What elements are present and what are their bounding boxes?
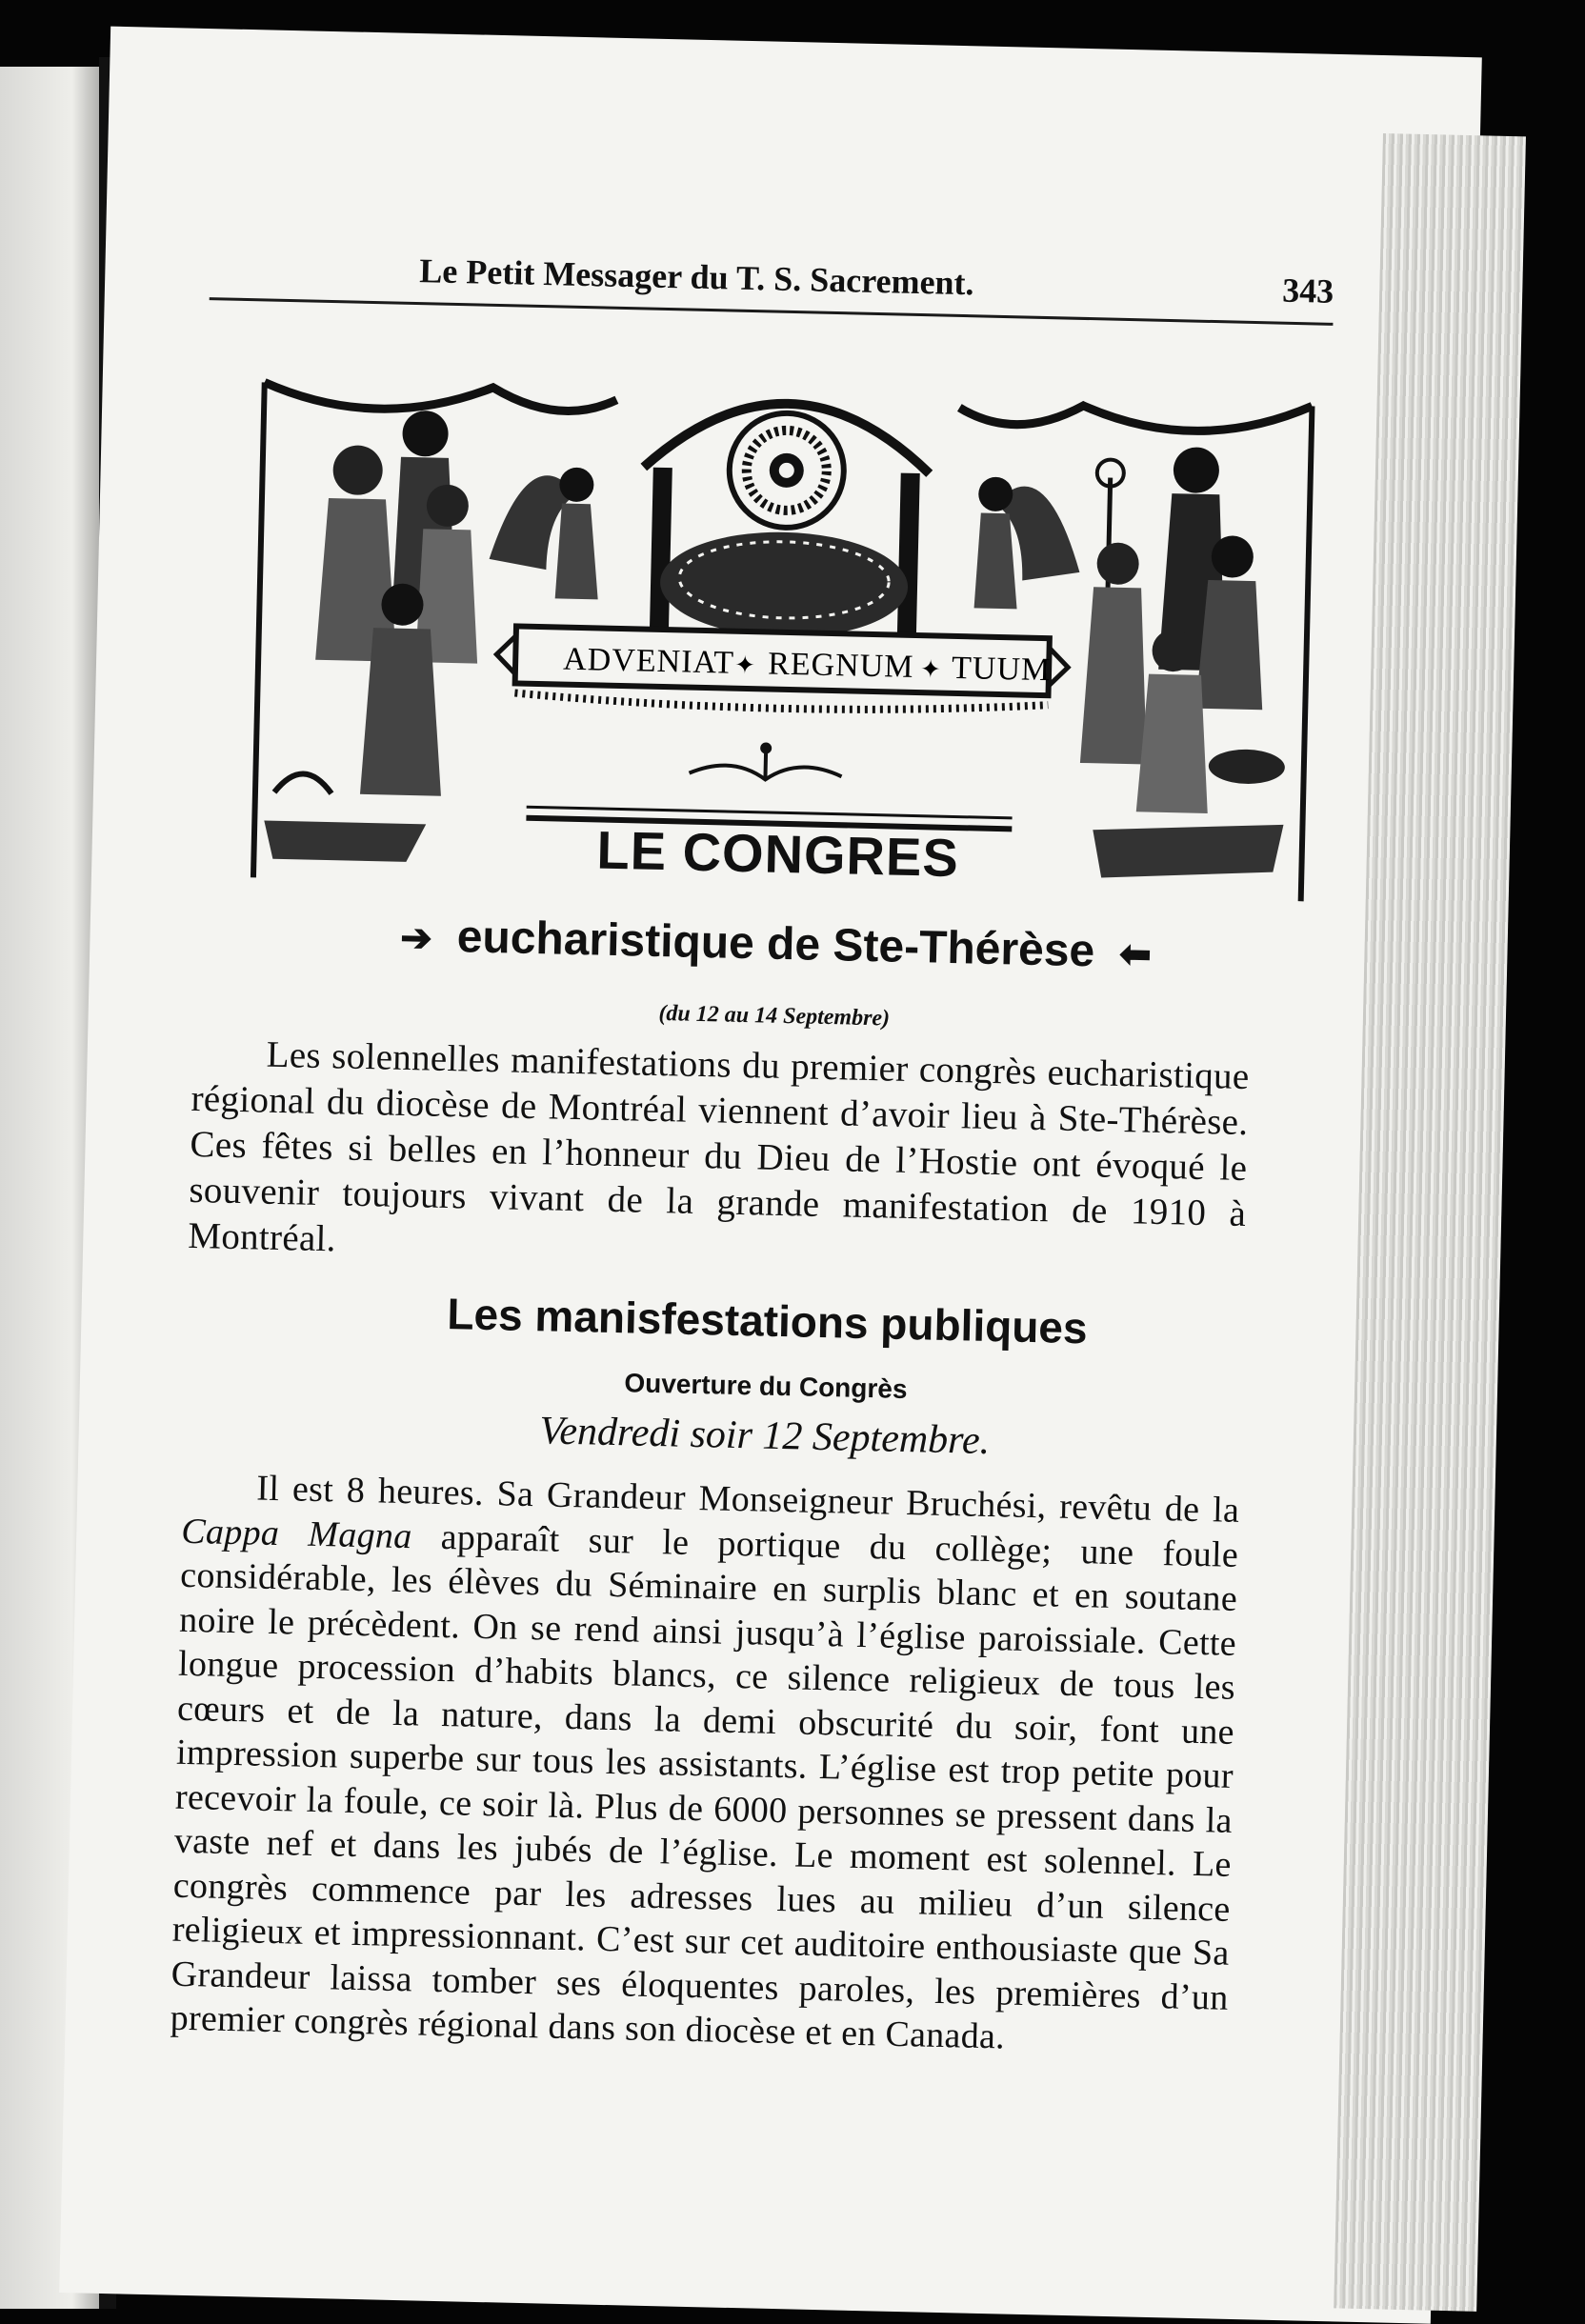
book-page: [59, 27, 1482, 2324]
motto-word-3: TUUM: [951, 650, 1052, 689]
angel-left-icon: [489, 466, 601, 600]
running-title: Le Petit Messager du T. S. Sacrement.: [418, 251, 975, 303]
section-subheading: Ouverture du Congrès: [624, 1368, 908, 1405]
body-italic-term: Cappa Magna: [180, 1511, 413, 1556]
children-group-left-icon: [263, 408, 483, 864]
body-paragraph: [170, 1465, 1239, 2065]
angel-right-icon: [974, 476, 1082, 610]
body-text-1: Il est 8 heures. Sa Grandeur Monseigneur Bruchési, revêtu de la: [255, 1468, 1240, 1531]
monstrance-icon: [728, 412, 845, 530]
cross-icon: ✦: [919, 655, 942, 685]
page-number: 343: [1281, 270, 1334, 311]
body-text-2: apparaît sur le portique du collège; une foule considérable, les élèves du Séminaire en surplis blanc et en soutane noire le précèdent. On se rend ainsi jusqu’à l’église paroissiale. Cette longue procession d’habits blancs, ce silence religieux de tous les cœurs et de la nature, dans la demi obscurité du soir, font une impression superbe sur tous les assistants. L’église est trop petite pour recevoir la foule, ce soir là. Plus de 6000 personnes se pressent dans la vaste nef et dans les jubés de l’église. Le moment est solennel. Le congrès commence par les adresses lues au milieu d’un silence religieux et impressionnant. C’est sur cet auditoire enthousiaste que Sa Grandeur laissa tomber ses éloquentes paroles, les premières d’un premier congrès régional dans son diocèse et en Canada.: [170, 1515, 1239, 2057]
ornament-left-icon: ➔: [399, 916, 433, 960]
subheading-text: eucharistique de Ste-Thérèse: [456, 912, 1095, 977]
page-content: [59, 27, 1482, 2324]
motto-word-2: REGNUM: [767, 646, 914, 685]
cross-icon: ✦: [733, 651, 756, 681]
section-heading: Les manisfestations publiques: [446, 1289, 1089, 1353]
article-dates: (du 12 au 14 Septembre): [658, 1000, 891, 1032]
motto-banner: [496, 626, 1069, 696]
ornament-right-icon: ⬅: [1118, 932, 1153, 976]
fleuron-icon: [689, 741, 842, 782]
section-date: Vendredi soir 12 Septembre.: [538, 1409, 991, 1463]
intro-paragraph: Les solennelles manifestations du premier congrès eucharistique régional du diocèse de Montréal viennent d’avoir lieu à Ste-Thérèse. Ces fêtes si belles en l’honneur du Dieu de l’Hostie ont évoqué le souvenir toujours vivant de la grande manifestation de 1910 à Montréal.: [187, 1033, 1250, 1260]
motto-word-1: ADVENIAT: [562, 641, 735, 681]
article-heading: LE CONGRES: [595, 819, 960, 889]
